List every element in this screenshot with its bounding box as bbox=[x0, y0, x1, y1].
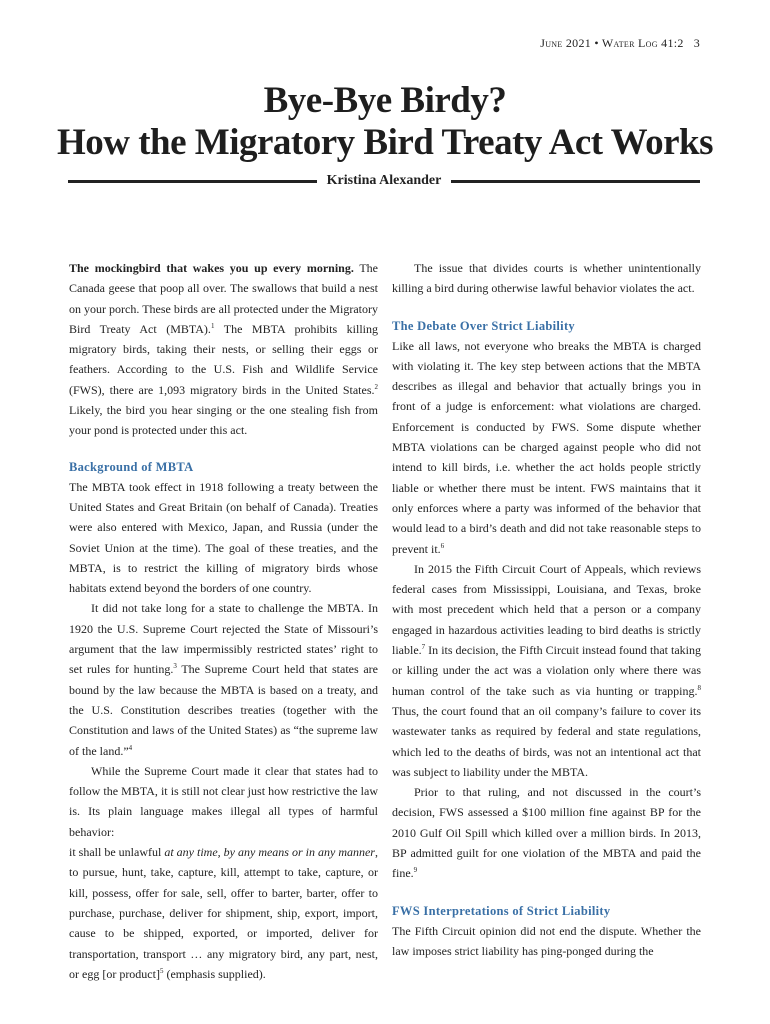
debate-paragraph-1 bbox=[392, 336, 701, 559]
footnote-ref: 8 bbox=[697, 683, 701, 692]
author-name: Kristina Alexander bbox=[326, 173, 442, 188]
footnote-ref: 9 bbox=[413, 866, 418, 875]
section-heading-background: Background of MBTA bbox=[69, 459, 194, 474]
db3-text: Prior to that ruling, and not discussed in the court’s decision, FWS assessed a $100 million fine against BP for the 2010 Gulf Oil Spill which killed over a million birds. In 2013, BP admitted guilt for one violation of the MBTA and paid the fine. bbox=[392, 785, 701, 881]
issue-label: June 2021 • Water Log 41:2 bbox=[540, 36, 684, 50]
footnote-ref: 4 bbox=[128, 743, 133, 752]
right-column bbox=[392, 258, 701, 961]
db2-text-a: In 2015 the Fifth Circuit Court of Appeals, which reviews federal cases from Mississippi, Louisiana, and Texas, broke with most precedent which held that a person or a company engaged in hazardous activities leading to bird deaths is strictly liable. bbox=[392, 561, 701, 658]
footnote-ref: 7 bbox=[421, 643, 426, 652]
issue-paragraph: The issue that divides courts is whether unintentionally killing a bird during otherwise lawful behavior violates the act. bbox=[392, 261, 701, 296]
background-paragraph-1: The MBTA took effect in 1918 following a treaty between the United States and Great Britain (on behalf of Canada). Treaties were also entered with Mexico, Japan, and Russia (under the Soviet Union at the time). The goal of these treaties, and the MBTA, is to restrict the killing of migratory birds whose habitats extend beyond the borders of one country. bbox=[69, 479, 378, 596]
quote-emphasis: at any time, by any means or in any manner bbox=[164, 845, 375, 860]
byline-rule-left bbox=[68, 180, 317, 183]
intro-text-2: The MBTA prohibits killing migratory birds, taking their nests, or selling their eggs or feathers. According to the U.S. Fish and Wildlife Service (FWS), there are 1,093 migratory birds in the United States. bbox=[69, 321, 378, 397]
intro-paragraph bbox=[69, 258, 378, 441]
db2-text-c: Thus, the court found that an oil company’s failure to cover its wastewater tanks as required by federal and state regulations, which led to the deaths of birds, was not an intentional act that was subject to liability under the MBTA. bbox=[392, 703, 701, 779]
intro-text-1: The Canada geese that poop all over. The swallows that build a nest on your porch. These birds are all protected under the Migratory Bird Treaty Act (MBTA). bbox=[69, 261, 378, 336]
debate-paragraph-2 bbox=[392, 559, 701, 782]
footnote-ref: 6 bbox=[440, 541, 445, 550]
quote-text-c: (emphasis supplied). bbox=[163, 966, 266, 981]
left-column bbox=[69, 258, 378, 984]
section-heading-debate: The Debate Over Strict Liability bbox=[392, 318, 575, 333]
quote-text-a: it shall be unlawful bbox=[69, 845, 165, 860]
footnote-ref: 5 bbox=[159, 966, 164, 975]
db1-text: Like all laws, not everyone who breaks the MBTA is charged with violating it. The key step between actions that the MBTA describes as illegal and behavior that actually brings you in front of a judge is enforcement: what violations are charged. Enforcement is conducted by FWS. Some dispute whether MBTA violations can be charged against people who did not intend to kill birds, i.e. whether the act holds people strictly liable or whether there must be intent. FWS maintains that it only enforces where a party was informed of the behavior that would lead to a bird’s death and did not take reasonable steps to prevent it. bbox=[392, 338, 701, 556]
footnote-ref: 2 bbox=[374, 382, 378, 391]
intro-lead: The mockingbird that wakes you up every morning. bbox=[69, 261, 354, 275]
intro-text-3: Likely, the bird you hear singing or the one stealing fish from your pond is protected under this act. bbox=[69, 403, 378, 438]
db2-text-b: In its decision, the Fifth Circuit instead found that taking or killing under the act was a violation only where there was human control of the take such as via hunting or trapping. bbox=[392, 643, 701, 698]
footnote-ref: 1 bbox=[210, 321, 215, 330]
section-heading-fws: FWS Interpretations of Strict Liability bbox=[392, 903, 611, 918]
title-line-2: How the Migratory Bird Treaty Act Works bbox=[56, 122, 714, 163]
article-title bbox=[0, 80, 770, 164]
page-number: 3 bbox=[693, 36, 700, 50]
title-line-1: Bye-Bye Birdy? bbox=[263, 80, 507, 121]
quote-text-b: , to pursue, hunt, take, capture, kill, attempt to take, capture, or kill, possess, offer for sale, sell, offer to barter, barter, offer to purchase, purchase, deliver for shipment, ship, export, import, cause to be shipped, exported, or imported, deliver for transportation, transport … any migratory bird, any part, nest, or egg [or product] bbox=[69, 845, 378, 981]
bg2-text-a: It did not take long for a state to challenge the MBTA. In 1920 the U.S. Supreme Court rejected the State of Missouri’s argument that the law impermissibly restricted states’ right to set rules for hunting. bbox=[69, 601, 378, 677]
debate-paragraph-3 bbox=[392, 782, 701, 883]
byline-rule-right bbox=[451, 180, 700, 183]
bg2-text-b: The Supreme Court held that states are bound by the law because the MBTA is based on a treaty, and the U.S. Constitution describes treaties (together with the Constitution and laws of the United States) as “the supreme law of the land.” bbox=[69, 662, 378, 758]
statute-quote bbox=[69, 842, 378, 984]
fws-paragraph-1: The Fifth Circuit opinion did not end the dispute. Whether the law imposes strict liability has ping-ponged during the bbox=[392, 923, 701, 958]
background-paragraph-3: While the Supreme Court made it clear that states had to follow the MBTA, it is still not clear just how restrictive the law is. Its plain language makes illegal all types of harmful behavior: bbox=[69, 763, 378, 839]
background-paragraph-2 bbox=[69, 598, 378, 760]
footnote-ref: 3 bbox=[173, 662, 177, 671]
byline bbox=[68, 171, 700, 191]
running-head bbox=[540, 36, 700, 51]
